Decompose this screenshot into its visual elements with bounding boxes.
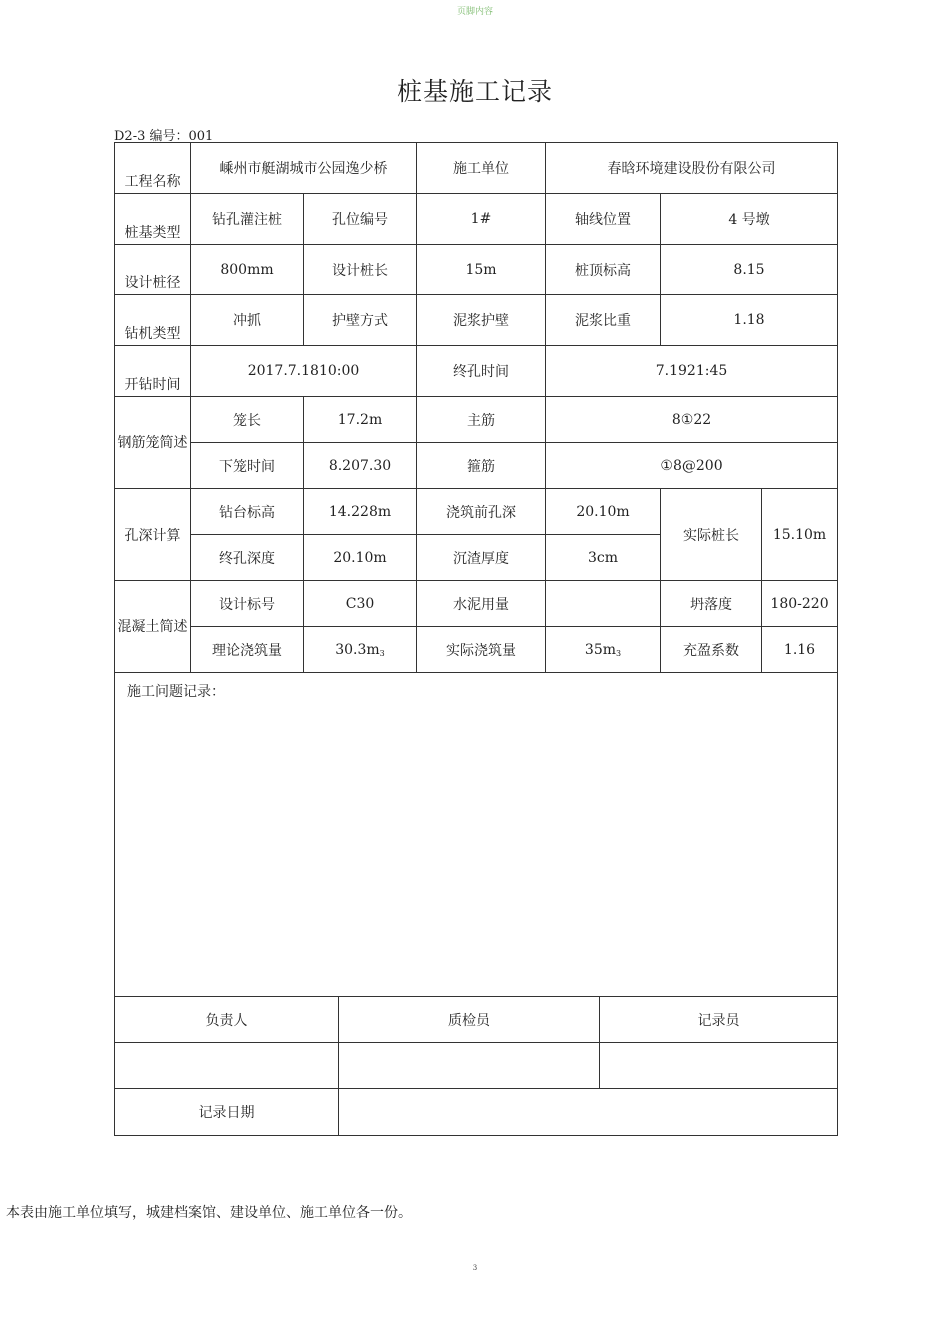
actual-volume-unit-exp: 3	[616, 648, 622, 658]
project-name-label: 工程名称	[115, 143, 191, 194]
fill-factor-value: 1.16	[762, 627, 838, 673]
row-notes	[115, 673, 838, 997]
sediment-thickness-value: 3cm	[546, 535, 661, 581]
slump-label: 坍落度	[661, 581, 762, 627]
actual-volume-value	[546, 627, 661, 673]
pile-top-elevation-value: 8.15	[661, 245, 838, 295]
wall-method-value: 泥浆护壁	[417, 295, 546, 346]
theoretical-volume-number: 30.3m	[335, 641, 380, 658]
record-date-label: 记录日期	[115, 1089, 339, 1136]
row-pile-type	[115, 194, 838, 245]
recorder-label: 记录员	[600, 997, 838, 1043]
signature-row	[115, 1043, 838, 1089]
document-number: D2-3 编号：001	[114, 129, 214, 144]
responsible-person-signature[interactable]	[115, 1043, 339, 1089]
row-project	[115, 143, 838, 194]
pile-type-value: 钻孔灌注桩	[191, 194, 304, 245]
row-concrete-b	[115, 627, 838, 673]
row-depth-a	[115, 489, 838, 535]
platform-elevation-label: 钻台标高	[191, 489, 304, 535]
actual-pile-length-value: 15.10m	[762, 489, 838, 581]
pile-record-table	[114, 142, 838, 997]
responsible-person-label: 负责人	[115, 997, 339, 1043]
row-design	[115, 245, 838, 295]
cage-label: 钢筋笼简述	[115, 397, 191, 489]
footnote: 本表由施工单位填写，城建档案馆、建设单位、施工单位各一份。	[6, 1205, 412, 1221]
design-diameter-label: 设计桩径	[115, 245, 191, 295]
pile-top-elevation-label: 桩顶标高	[546, 245, 661, 295]
drill-start-label: 开钻时间	[115, 346, 191, 397]
cement-amount-value	[546, 581, 661, 627]
drill-start-value: 2017.7.1810:00	[191, 346, 417, 397]
fill-factor-label: 充盈系数	[661, 627, 762, 673]
cage-lowering-time-value: 8.207.30	[304, 443, 417, 489]
theoretical-volume-label: 理论浇筑量	[191, 627, 304, 673]
project-name-value: 嵊州市艇湖城市公园逸少桥	[191, 143, 417, 194]
design-grade-value: C30	[304, 581, 417, 627]
stirrup-value: ①8@200	[546, 443, 838, 489]
construction-issues-field[interactable]	[115, 673, 838, 997]
contractor-label: 施工单位	[417, 143, 546, 194]
record-date-row	[115, 1089, 838, 1136]
contractor-value: 春晗环境建设股份有限公司	[546, 143, 838, 194]
design-length-label: 设计桩长	[304, 245, 417, 295]
platform-elevation-value: 14.228m	[304, 489, 417, 535]
final-hole-depth-label: 终孔深度	[191, 535, 304, 581]
quality-inspector-signature[interactable]	[339, 1043, 600, 1089]
depth-calc-label: 孔深计算	[115, 489, 191, 581]
quality-inspector-label: 质检员	[339, 997, 600, 1043]
page-number: 3	[472, 1264, 478, 1272]
axis-position-value: 4 号墩	[661, 194, 838, 245]
sediment-thickness-label: 沉渣厚度	[417, 535, 546, 581]
signature-header-row	[115, 997, 838, 1043]
hole-no-label: 孔位编号	[304, 194, 417, 245]
row-cage-b	[115, 443, 838, 489]
row-cage-a	[115, 397, 838, 443]
mud-density-value: 1.18	[661, 295, 838, 346]
page-title: 桩基施工记录	[396, 77, 553, 106]
design-length-value: 15m	[417, 245, 546, 295]
signature-table	[114, 996, 838, 1136]
wall-method-label: 护壁方式	[304, 295, 417, 346]
depth-before-pour-label: 浇筑前孔深	[417, 489, 546, 535]
main-bar-label: 主筋	[417, 397, 546, 443]
header-note: 页脚内容	[456, 7, 493, 17]
stirrup-label: 箍筋	[417, 443, 546, 489]
cement-amount-label: 水泥用量	[417, 581, 546, 627]
actual-pile-length-label: 实际桩长	[661, 489, 762, 581]
slump-value: 180-220	[762, 581, 838, 627]
actual-volume-label: 实际浇筑量	[417, 627, 546, 673]
recorder-signature[interactable]	[600, 1043, 838, 1089]
cage-length-value: 17.2m	[304, 397, 417, 443]
mud-density-label: 泥浆比重	[546, 295, 661, 346]
theoretical-volume-value	[304, 627, 417, 673]
design-grade-label: 设计标号	[191, 581, 304, 627]
rig-type-value: 冲抓	[191, 295, 304, 346]
hole-finish-label: 终孔时间	[417, 346, 546, 397]
construction-issues-label: 施工问题记录：	[127, 684, 225, 700]
pile-type-label: 桩基类型	[115, 194, 191, 245]
final-hole-depth-value: 20.10m	[304, 535, 417, 581]
axis-position-label: 轴线位置	[546, 194, 661, 245]
cage-lowering-time-label: 下笼时间	[191, 443, 304, 489]
row-rig	[115, 295, 838, 346]
actual-volume-number: 35m	[584, 641, 616, 658]
theoretical-volume-unit-exp: 3	[379, 648, 385, 658]
main-bar-value: 8①22	[546, 397, 838, 443]
depth-before-pour-value: 20.10m	[546, 489, 661, 535]
design-diameter-value: 800mm	[191, 245, 304, 295]
hole-finish-value: 7.1921:45	[546, 346, 838, 397]
record-date-value[interactable]	[339, 1089, 838, 1136]
row-concrete-a	[115, 581, 838, 627]
hole-no-value: 1#	[417, 194, 546, 245]
concrete-label: 混凝土简述	[115, 581, 191, 673]
cage-length-label: 笼长	[191, 397, 304, 443]
rig-type-label: 钻机类型	[115, 295, 191, 346]
row-time	[115, 346, 838, 397]
